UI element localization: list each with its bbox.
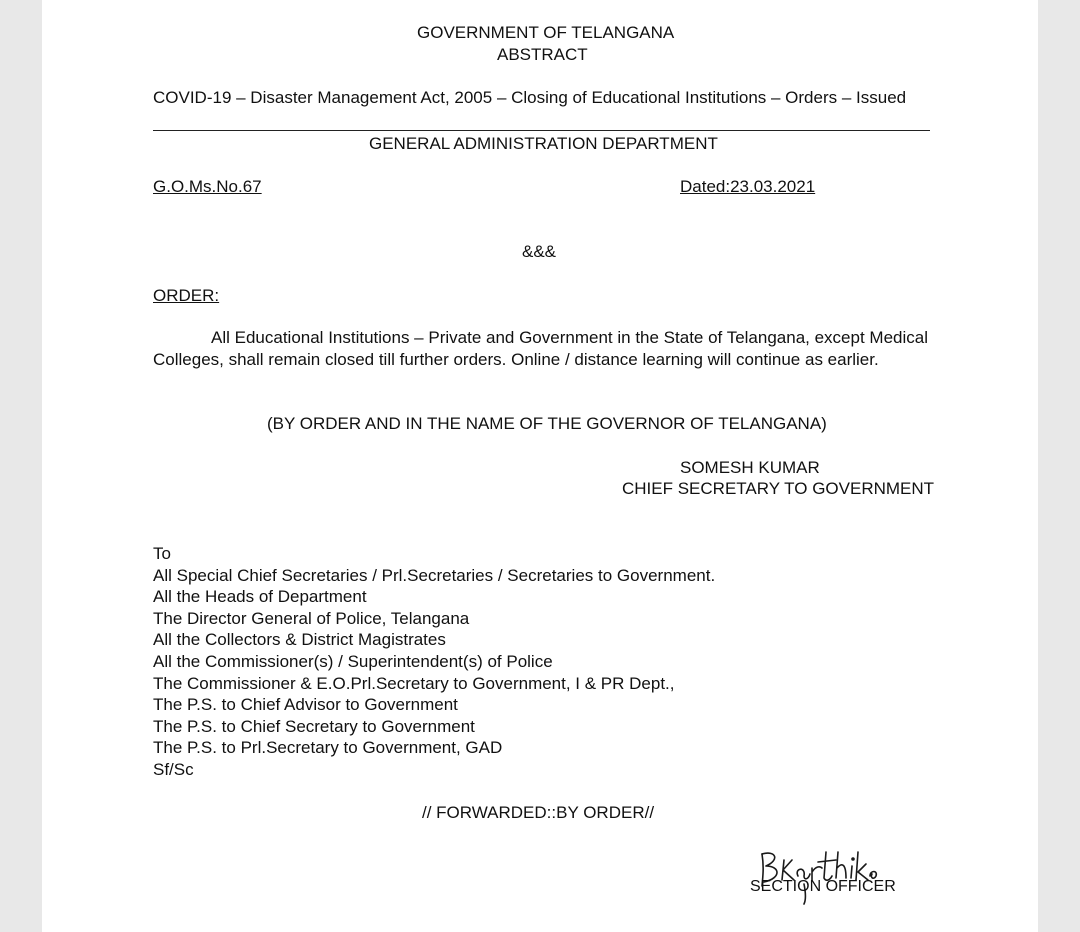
recipient-item: The Commissioner & E.O.Prl.Secretary to Government, I & PR Dept., [153,673,675,693]
recipient-item: All the Collectors & District Magistrates [153,630,446,650]
recipient-item: Sf/Sc [153,759,194,779]
recipient-list [153,543,715,781]
abstract-heading: ABSTRACT [497,45,588,64]
signatory-title: CHIEF SECRETARY TO GOVERNMENT [622,479,935,498]
recipient-item: All Special Chief Secretaries / Prl.Secretaries / Secretaries to Government. [153,565,716,585]
recipient-item: All the Commissioner(s) / Superintendent(s) of Police [153,651,553,671]
recipient-item: The P.S. to Chief Advisor to Government [153,695,458,715]
recipient-item: The Director General of Police, Telangana [153,608,470,628]
recipient-item: All the Heads of Department [153,587,367,607]
recipient-item: The P.S. to Chief Secretary to Government [153,716,475,736]
go-number: G.O.Ms.No.67 [153,177,262,196]
government-order [42,0,1038,932]
government-heading: GOVERNMENT OF TELANGANA [417,23,675,42]
signatory-name: SOMESH KUMAR [680,458,820,477]
section-officer-label: SECTION OFFICER [750,878,896,895]
subject-line: COVID-19 – Disaster Management Act, 2005 – Closing of Educational Institutions – Orders – Issued [153,88,907,107]
recipient-item: The P.S. to Prl.Secretary to Government, GAD [153,738,503,758]
separator-mark: &&& [522,242,557,261]
department-heading: GENERAL ADMINISTRATION DEPARTMENT [369,134,718,153]
forwarded-line: // FORWARDED::BY ORDER// [422,803,655,822]
document-page [42,0,1038,932]
order-body: All Educational Institutions – Private and Government in the State of Telangana, except Medical Colleges, shall remain closed till further orders. Online / distance learning will continue as earlier. [153,328,928,369]
subject-underline [153,130,930,131]
order-heading: ORDER: [153,286,220,305]
by-order-line: (BY ORDER AND IN THE NAME OF THE GOVERNOR OF TELANGANA) [267,414,827,433]
order-date: Dated:23.03.2021 [680,177,816,196]
to-heading: To [153,544,171,563]
